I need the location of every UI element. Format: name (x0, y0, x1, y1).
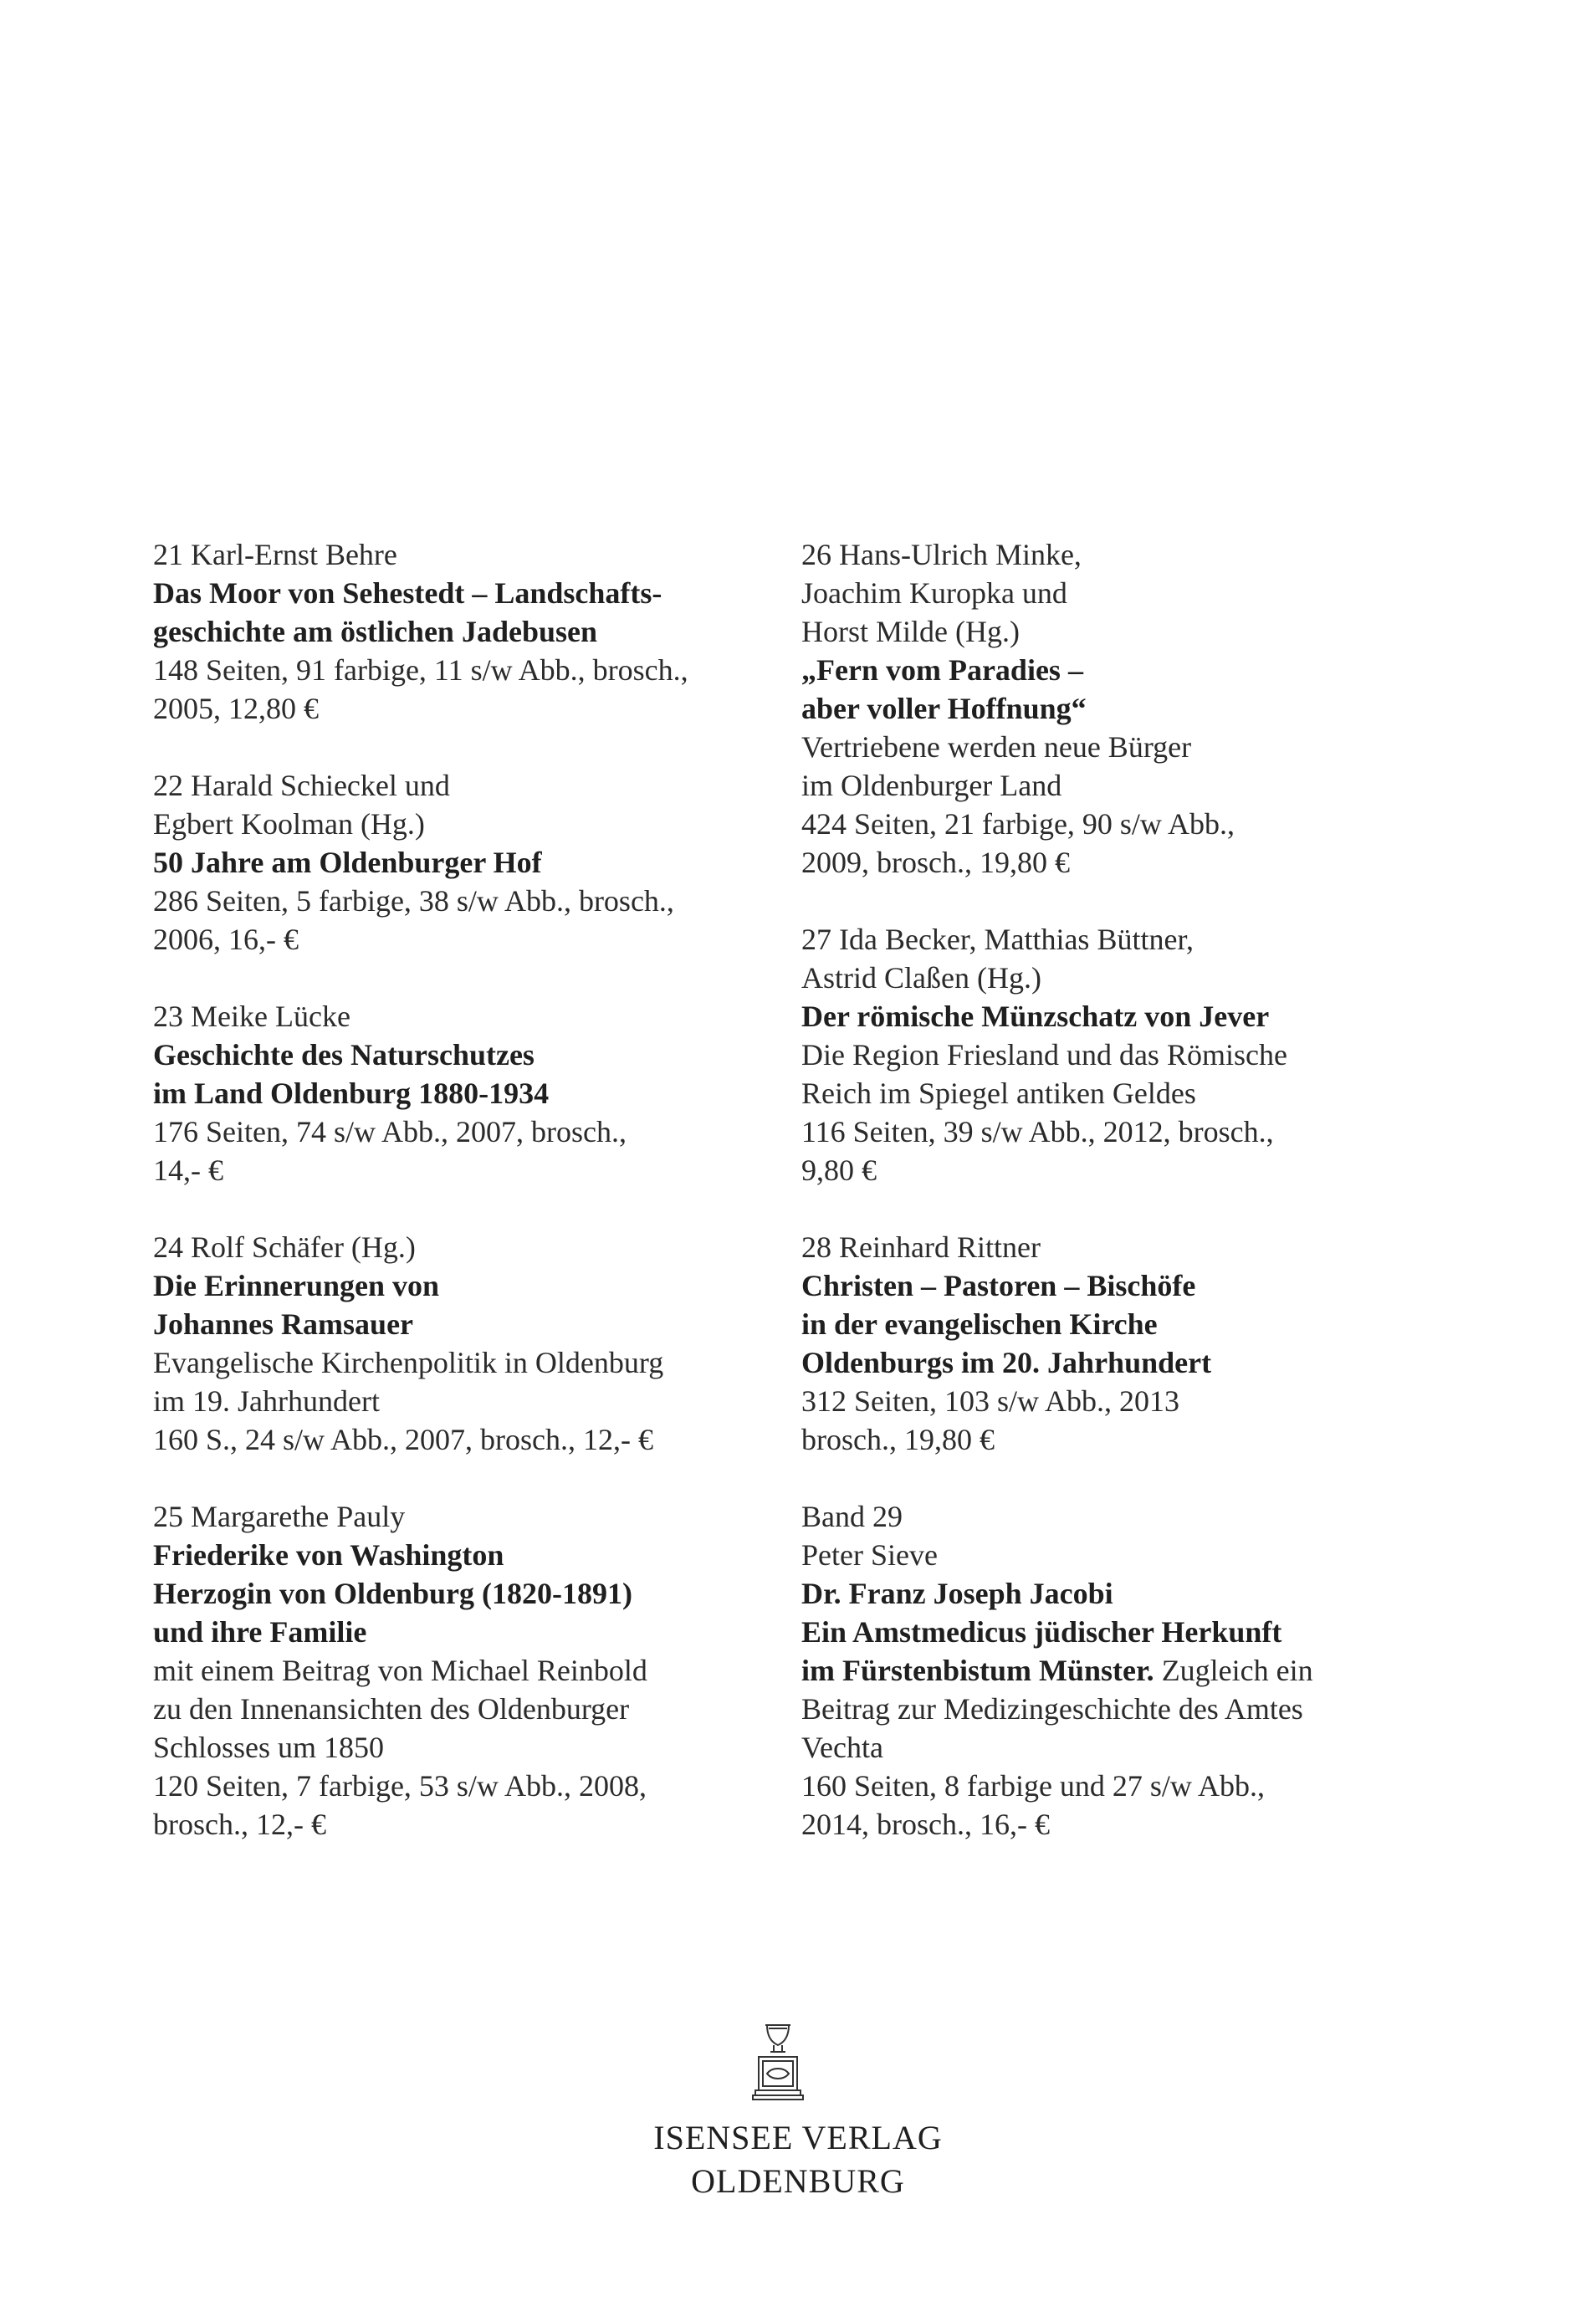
book-title-line (153, 1574, 789, 1613)
book-info-line (801, 1805, 1437, 1844)
book-title-line (801, 651, 1437, 689)
book-info-line (153, 1151, 789, 1189)
book-info-line (153, 766, 789, 805)
title-text: und ihre Familie (153, 1615, 367, 1649)
book-entry (801, 920, 1437, 1189)
publisher-city: OLDENBURG (691, 2162, 905, 2200)
info-text: 286 Seiten, 5 farbige, 38 s/w Abb., brosch., (153, 884, 674, 918)
info-text: Band 29 (801, 1500, 903, 1533)
book-info-line (801, 1420, 1437, 1459)
book-info-line (153, 689, 789, 728)
book-info-line (801, 920, 1437, 959)
book-info-line (801, 1497, 1437, 1536)
book-info-line (153, 1690, 789, 1728)
info-text: 27 Ida Becker, Matthias Büttner, (801, 923, 1194, 956)
title-text: Friederike von Washington (153, 1538, 504, 1572)
publisher-name: ISENSEE VERLAG (653, 2119, 943, 2156)
info-text: 312 Seiten, 103 s/w Abb., 2013 (801, 1384, 1180, 1418)
book-title-line (153, 1266, 789, 1305)
book-title-line (153, 1613, 789, 1651)
info-text: 14,- € (153, 1153, 223, 1187)
book-info-line (801, 1536, 1437, 1574)
info-text: Vechta (801, 1731, 883, 1764)
book-info-line (801, 1382, 1437, 1420)
book-info-line (153, 1420, 789, 1459)
book-info-line (801, 805, 1437, 843)
info-text: 28 Reinhard Rittner (801, 1230, 1041, 1264)
book-title-line (801, 1613, 1437, 1651)
title-text: aber voller Hoffnung“ (801, 692, 1087, 725)
book-info-line (801, 766, 1437, 805)
book-info-line (801, 843, 1437, 882)
book-title-line (153, 1536, 789, 1574)
book-list-left-column (153, 535, 789, 1882)
book-title-line (153, 1074, 789, 1112)
book-title-line (153, 612, 789, 651)
book-title-line (801, 1343, 1437, 1382)
book-info-line (153, 1767, 789, 1805)
info-text: Zugleich ein (1154, 1654, 1313, 1687)
book-info-line (153, 1805, 789, 1844)
info-text: zu den Innenansichten des Oldenburger (153, 1692, 630, 1726)
info-text: 2005, 12,80 € (153, 692, 319, 725)
info-text: 22 Harald Schieckel und (153, 769, 450, 802)
book-info-line (801, 1112, 1437, 1151)
book-info-line (153, 1497, 789, 1536)
book-info-line (153, 882, 789, 920)
book-info-line (153, 1343, 789, 1382)
book-info-line (153, 1651, 789, 1690)
book-entry (153, 1497, 789, 1844)
info-text: 116 Seiten, 39 s/w Abb., 2012, brosch., (801, 1115, 1274, 1148)
info-text: Vertriebene werden neue Bürger (801, 730, 1192, 764)
info-text: 21 Karl-Ernst Behre (153, 538, 397, 571)
book-info-line (801, 1767, 1437, 1805)
book-entry (801, 1228, 1437, 1459)
book-info-line (801, 959, 1437, 997)
info-text: Schlosses um 1850 (153, 1731, 385, 1764)
book-entry (153, 766, 789, 959)
title-text: Der römische Münzschatz von Jever (801, 1000, 1270, 1033)
book-title-line (801, 1574, 1437, 1613)
info-text: im 19. Jahrhundert (153, 1384, 380, 1418)
book-title-line (801, 1651, 1437, 1690)
info-text: Die Region Friesland und das Römische (801, 1038, 1287, 1072)
info-text: 9,80 € (801, 1153, 877, 1187)
book-info-line (153, 1382, 789, 1420)
info-text: 424 Seiten, 21 farbige, 90 s/w Abb., (801, 807, 1235, 841)
book-info-line (153, 997, 789, 1036)
title-text: Christen – Pastoren – Bischöfe (801, 1269, 1196, 1302)
title-text: im Fürstenbistum Münster. (801, 1654, 1154, 1687)
info-text: 23 Meike Lücke (153, 1000, 350, 1033)
title-text: geschichte am östlichen Jadebusen (153, 615, 597, 648)
book-info-line (153, 1112, 789, 1151)
title-text: Dr. Franz Joseph Jacobi (801, 1577, 1113, 1610)
book-title-line (153, 1305, 789, 1343)
book-title-line (153, 574, 789, 612)
publisher-imprint (0, 2116, 1596, 2203)
book-title-line (801, 689, 1437, 728)
book-info-line (801, 1728, 1437, 1767)
title-text: Das Moor von Sehestedt – Landschafts- (153, 576, 662, 610)
title-text: Geschichte des Naturschutzes (153, 1038, 535, 1072)
title-text: Johannes Ramsauer (153, 1307, 414, 1341)
info-text: 160 S., 24 s/w Abb., 2007, brosch., 12,- € (153, 1423, 654, 1456)
book-entry (801, 1497, 1437, 1844)
book-title-line (801, 997, 1437, 1036)
info-text: 2006, 16,- € (153, 923, 299, 956)
info-text: im Oldenburger Land (801, 769, 1062, 802)
book-list-right-column (801, 535, 1437, 1882)
info-text: 24 Rolf Schäfer (Hg.) (153, 1230, 416, 1264)
book-info-line (801, 574, 1437, 612)
info-text: Joachim Kuropka und (801, 576, 1067, 610)
title-text: „Fern vom Paradies – (801, 653, 1083, 687)
book-info-line (801, 535, 1437, 574)
book-info-line (801, 1228, 1437, 1266)
info-text: Egbert Koolman (Hg.) (153, 807, 425, 841)
info-text: Astrid Claßen (Hg.) (801, 961, 1041, 995)
book-title-line (801, 1305, 1437, 1343)
info-text: brosch., 19,80 € (801, 1423, 995, 1456)
urn-logo-icon (749, 2020, 807, 2104)
title-text: 50 Jahre am Oldenburger Hof (153, 846, 542, 879)
book-info-line (801, 728, 1437, 766)
book-title-line (801, 1266, 1437, 1305)
title-text: Die Erinnerungen von (153, 1269, 440, 1302)
book-entry (153, 1228, 789, 1459)
info-text: mit einem Beitrag von Michael Reinbold (153, 1654, 647, 1687)
book-info-line (153, 805, 789, 843)
book-info-line (801, 612, 1437, 651)
book-info-line (153, 920, 789, 959)
title-text: Herzogin von Oldenburg (1820-1891) (153, 1577, 632, 1610)
info-text: 120 Seiten, 7 farbige, 53 s/w Abb., 2008, (153, 1769, 647, 1803)
book-info-line (153, 1728, 789, 1767)
book-info-line (801, 1151, 1437, 1189)
book-info-line (153, 1228, 789, 1266)
info-text: 148 Seiten, 91 farbige, 11 s/w Abb., brosch., (153, 653, 688, 687)
book-title-line (153, 1036, 789, 1074)
info-text: Reich im Spiegel antiken Geldes (801, 1077, 1196, 1110)
title-text: im Land Oldenburg 1880-1934 (153, 1077, 550, 1110)
info-text: 160 Seiten, 8 farbige und 27 s/w Abb., (801, 1769, 1265, 1803)
book-entry (153, 997, 789, 1189)
info-text: 2014, brosch., 16,- € (801, 1808, 1050, 1841)
book-info-line (801, 1036, 1437, 1074)
info-text: 25 Margarethe Pauly (153, 1500, 406, 1533)
info-text: 176 Seiten, 74 s/w Abb., 2007, brosch., (153, 1115, 627, 1148)
book-info-line (801, 1690, 1437, 1728)
info-text: 2009, brosch., 19,80 € (801, 846, 1070, 879)
info-text: Evangelische Kirchenpolitik in Oldenburg (153, 1346, 664, 1379)
info-text: Peter Sieve (801, 1538, 938, 1572)
info-text: Horst Milde (Hg.) (801, 615, 1020, 648)
info-text: Beitrag zur Medizingeschichte des Amtes (801, 1692, 1303, 1726)
book-entry (801, 535, 1437, 882)
book-info-line (153, 535, 789, 574)
book-entry (153, 535, 789, 728)
title-text: in der evangelischen Kirche (801, 1307, 1158, 1341)
title-text: Oldenburgs im 20. Jahrhundert (801, 1346, 1212, 1379)
book-info-line (801, 1074, 1437, 1112)
book-title-line (153, 843, 789, 882)
book-info-line (153, 651, 789, 689)
info-text: 26 Hans-Ulrich Minke, (801, 538, 1082, 571)
title-text: Ein Amstmedicus jüdischer Herkunft (801, 1615, 1282, 1649)
info-text: brosch., 12,- € (153, 1808, 326, 1841)
